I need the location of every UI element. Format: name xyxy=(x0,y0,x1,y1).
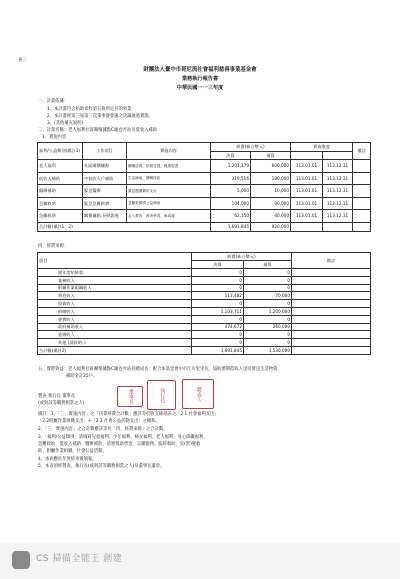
scanner-watermark-text: CS 掃描全能王 創建 xyxy=(36,554,123,565)
doc-label: 表三 xyxy=(18,58,27,63)
content-cell: 生活補助，關懷探訪 xyxy=(127,172,211,185)
final-cell: 319,516 xyxy=(211,172,251,185)
section2-heading: 二、計畫名稱：老人福利社區關懷據點C級卷弄站及低收入補助 xyxy=(38,128,158,133)
header-final: 決算 xyxy=(192,261,244,269)
note-line: 2、「三、實施內容」之合計數應該等於「四、經費來源」之合計數。 xyxy=(38,427,168,432)
table-row xyxy=(38,284,371,292)
header-note: 備註 xyxy=(353,143,371,160)
table-total-row xyxy=(38,346,371,354)
header-budget: 預算 xyxy=(244,261,292,269)
source-item: 委辦收入 xyxy=(38,331,192,339)
work-item-cell: 中低收入戶補助 xyxy=(83,172,127,185)
source-item: 捐贈收入 xyxy=(38,307,192,315)
table-row xyxy=(38,307,371,315)
source-item: 其他 (請敘明：) xyxy=(38,339,192,347)
category-cell: 醫療補助 xyxy=(38,185,83,198)
source-budget: 260,000 xyxy=(244,323,292,331)
source-final: 0 xyxy=(192,300,244,308)
total-budget: 920,000 xyxy=(251,222,291,231)
total-label: 合計數(備註2) xyxy=(38,346,192,354)
seal-text: 製表人 xyxy=(195,386,202,402)
total-final: 1,691,845 xyxy=(211,222,251,231)
work-item-cell: 緊急醫療 xyxy=(83,185,127,198)
table-row xyxy=(38,197,371,210)
note-line: 急難救助、低收入補助、醫療補助、清寒獎助學金、志願服務、臨時救助、災(害)變救 xyxy=(38,442,201,447)
start-date-cell: 113.01.01 xyxy=(291,160,323,173)
section1-item: 2、本計畫經第三屆第三次董事會會議之決議通過實施。 xyxy=(47,114,153,119)
note-line: 4、本表應於年度結束後填報。 xyxy=(38,457,97,462)
source-budget: 0 xyxy=(244,339,292,347)
source-final: 0 xyxy=(192,276,244,284)
end-date-cell: 113.12.31 xyxy=(323,197,353,210)
note-line: 3、「福利/公益類別」請填寫兒童福利、少年福利、婦女福利、老人福利、身心障礙福利、 xyxy=(38,435,208,440)
category-cell: 急難救助 xyxy=(38,210,83,223)
source-item: 投資收入 xyxy=(38,300,192,308)
category-cell: 急難救助 xyxy=(38,197,83,210)
total-label: 合計數(備註1、2) xyxy=(38,222,211,231)
signature-note: (或與該等職務相當之人) xyxy=(38,401,85,406)
final-cell: 62,150 xyxy=(211,210,251,223)
table-row xyxy=(38,339,371,347)
section4-heading: 四、經費來源： xyxy=(38,244,69,249)
report-title: 業務執行報告書 xyxy=(181,76,219,82)
content-cell: 緊急醫療費用支出 xyxy=(127,185,211,198)
work-item-cell: 社區關懷據點 xyxy=(83,160,127,173)
work-item-cell: 關懷據點,長照說進 xyxy=(83,210,127,223)
source-budget: 0 xyxy=(244,300,292,308)
table-row xyxy=(38,323,371,331)
start-date-cell: 113.01.01 xyxy=(291,172,323,185)
source-final: 0 xyxy=(192,339,244,347)
note-line: 助、附屬作業組織、社會公益活動。 xyxy=(38,449,107,454)
table-row xyxy=(38,276,371,284)
work-item-cell: 緊急急難救濟 xyxy=(83,197,127,210)
seal-text: 執行長 xyxy=(159,387,166,403)
section2-sub: 1、實施內容 xyxy=(42,135,67,140)
category-cell: 老人福利 xyxy=(38,160,83,173)
header-budget-group: 經費(新台幣元) xyxy=(192,253,292,261)
source-item: 利息收入 xyxy=(38,292,192,300)
content-cell: 志工教育，教育學習，車馬費 xyxy=(127,210,211,223)
budget-cell: 40,000 xyxy=(251,210,291,223)
source-final: 474,672 xyxy=(192,323,244,331)
table-row xyxy=(38,160,371,173)
source-final: 1,103,711 xyxy=(192,307,244,315)
source-item: 政府補助收入 xyxy=(38,323,192,331)
note-line: 5、本表須經製表、執行長(或與該等職務相當之人)及董事長蓋章。 xyxy=(38,464,165,469)
source-item: 業務收入 xyxy=(38,276,192,284)
category-cell: 低收入補助 xyxy=(38,172,83,185)
final-cell: 1,201,179 xyxy=(211,160,251,173)
note-line: 備註：1、「三、實施內容」之「決算經費合計數」應該等於收支餘絀表之「2.1 社會福利支出」 xyxy=(38,412,219,417)
source-budget: 0 xyxy=(244,269,292,277)
table-row xyxy=(38,210,371,223)
results-line: 補助金計25戶。 xyxy=(66,374,98,379)
section1-item: 1、本計畫符合捐助章程第五條所定目的事業 xyxy=(47,107,132,112)
end-date-cell: 113.12.31 xyxy=(323,172,353,185)
total-final: 1,691,845 xyxy=(192,346,244,354)
source-final: 113,482 xyxy=(192,292,244,300)
table-row xyxy=(38,315,371,323)
final-cell: 5,000 xyxy=(211,185,251,198)
header-work-item: 工作項目 xyxy=(83,143,127,160)
header-category: 福利/公益類別(備註3) xyxy=(38,143,83,160)
source-budget: 0 xyxy=(244,315,292,323)
source-final: 0 xyxy=(192,315,244,323)
start-date-cell: 113.01.01 xyxy=(291,210,323,223)
budget-cell: 600,000 xyxy=(251,160,291,173)
note-line: 「2.2附屬作業組織支出」+「2.3 社會公益活動支出」之總和。 xyxy=(38,419,160,424)
content-cell: 急難救濟照公益補助 xyxy=(127,197,211,210)
section1-heading: 一、計畫依據： xyxy=(38,99,69,104)
year-title: 中華民國一一三年度 xyxy=(176,85,224,91)
table-row xyxy=(38,292,371,300)
budget-cell: 10,000 xyxy=(251,185,291,198)
signature-labels: 製表 執行長 董事長 xyxy=(38,394,76,399)
budget-cell: 180,000 xyxy=(251,172,291,185)
scanner-logo-icon xyxy=(12,551,30,569)
end-date-cell: 113.12.31 xyxy=(323,185,353,198)
source-item: 會費收入 xyxy=(38,315,192,323)
scanner-watermark xyxy=(12,551,122,569)
source-item: 歷年度結餘款 xyxy=(38,269,192,277)
results-line: 五、實際效益：老人福利社區關懷據點C級卷弄站持續成長：配合本基金會中市江川里里長，協助歷期低收入里民發送生活物資， xyxy=(38,367,282,372)
source-budget: 0 xyxy=(244,276,292,284)
final-cell: 104,000 xyxy=(211,197,251,210)
header-budget: 預算 xyxy=(251,152,291,160)
source-final: 0 xyxy=(192,331,244,339)
source-budget: 1,200,000 xyxy=(244,307,292,315)
content-cell: 關懷訪視，供餐自強，健康促進 xyxy=(127,160,211,173)
header-content: 實施內容 xyxy=(127,143,211,160)
start-date-cell: 113.01.01 xyxy=(291,185,323,198)
source-budget: 0 xyxy=(244,284,292,292)
funding-table xyxy=(37,252,371,355)
chairman-seal xyxy=(117,386,143,407)
table-total-row xyxy=(38,222,371,231)
total-budget: 1,530,000 xyxy=(244,346,292,354)
end-date-cell: 113.12.31 xyxy=(323,210,353,223)
source-final: 0 xyxy=(192,269,244,277)
source-item: 附屬作業組織收入 xyxy=(38,284,192,292)
source-budget: 70,000 xyxy=(244,292,292,300)
header-progress: 實施進度 xyxy=(291,143,353,152)
end-date-cell: 113.12.31 xyxy=(323,160,353,173)
table-row xyxy=(38,269,371,277)
preparer-seal xyxy=(182,379,214,409)
header-note: 備註 xyxy=(292,253,371,269)
table-row xyxy=(38,185,371,198)
table-row xyxy=(38,331,371,339)
header-final: 決算 xyxy=(211,152,251,160)
executive-seal xyxy=(147,380,176,410)
table-row xyxy=(38,300,371,308)
source-budget: 0 xyxy=(244,331,292,339)
org-title: 財團法人臺中市哥尼流社會福利慈善事業基金會 xyxy=(143,67,257,73)
section1-item: 3、(其他補充說明) xyxy=(47,121,84,126)
header-budget-group: 經費(新台幣元) xyxy=(211,143,291,152)
seal-text: 董事長 xyxy=(127,389,134,404)
implementation-table xyxy=(37,142,371,232)
start-date-cell: 113.01.01 xyxy=(291,197,323,210)
source-final: 0 xyxy=(192,284,244,292)
table-row xyxy=(38,172,371,185)
budget-cell: 90,000 xyxy=(251,197,291,210)
header-item: 項目 xyxy=(38,253,192,269)
